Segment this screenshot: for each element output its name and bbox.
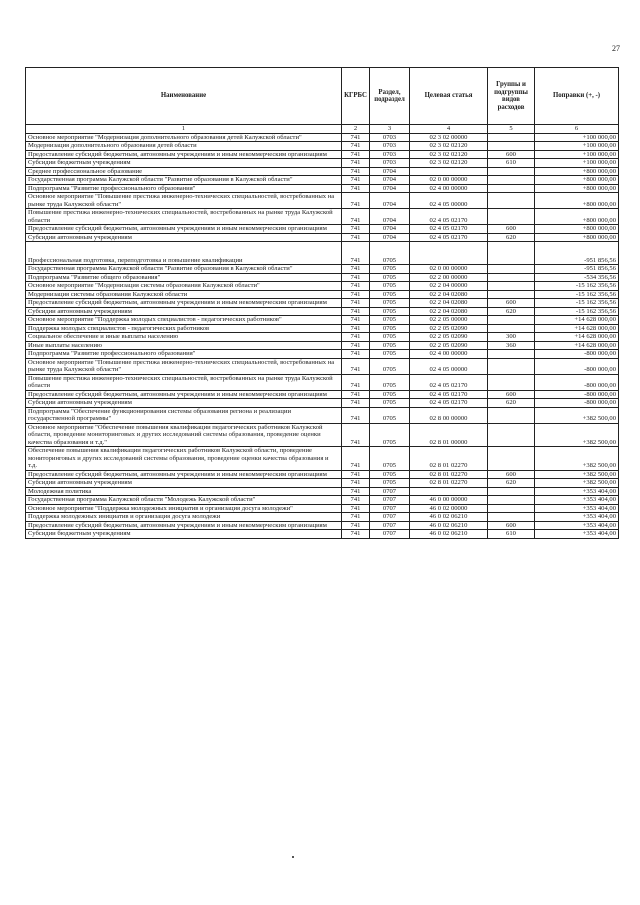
row-target-article: 02 4 05 02170 bbox=[410, 399, 488, 408]
row-target-article: 02 8 01 02270 bbox=[410, 447, 488, 471]
row-kgrbs: 741 bbox=[342, 290, 370, 299]
row-amount: +100 000,00 bbox=[535, 159, 619, 168]
row-name: Модернизация системы образования Калужской области bbox=[26, 290, 342, 299]
row-amount: +14 628 000,00 bbox=[535, 324, 619, 333]
row-name: Основное мероприятие "Поддержка молодежных инициатив и организация досуга молодежи" bbox=[26, 504, 342, 513]
table-row bbox=[26, 407, 619, 423]
table-row bbox=[26, 530, 619, 539]
column-number: 1 bbox=[26, 125, 342, 134]
column-number: 5 bbox=[488, 125, 535, 134]
row-expense-type bbox=[488, 324, 535, 333]
row-razdel: 0707 bbox=[370, 504, 410, 513]
header-kgrbs: КГРБС bbox=[342, 68, 370, 125]
row-amount: -15 162 356,56 bbox=[535, 299, 619, 308]
row-target-article: 46 0 00 00000 bbox=[410, 496, 488, 505]
row-expense-type: 620 bbox=[488, 307, 535, 316]
table-row bbox=[26, 150, 619, 159]
row-razdel: 0705 bbox=[370, 316, 410, 325]
row-amount: -800 000,00 bbox=[535, 358, 619, 374]
row-razdel: 0705 bbox=[370, 470, 410, 479]
row-razdel: 0703 bbox=[370, 150, 410, 159]
row-kgrbs: 741 bbox=[342, 407, 370, 423]
page-number: 27 bbox=[612, 44, 620, 53]
table-row bbox=[26, 273, 619, 282]
row-target-article: 02 0 00 00000 bbox=[410, 265, 488, 274]
row-kgrbs: 741 bbox=[342, 133, 370, 142]
row-kgrbs: 741 bbox=[342, 273, 370, 282]
row-name: Подпрограмма "Развитие профессионального образования" bbox=[26, 184, 342, 193]
row-name: Основное мероприятие "Модернизация дополнительного образования детей Калужской области" bbox=[26, 133, 342, 142]
row-name: Молодежная политика bbox=[26, 487, 342, 496]
row-amount: +800 000,00 bbox=[535, 184, 619, 193]
table-row bbox=[26, 233, 619, 242]
row-target-article: 02 2 05 02090 bbox=[410, 341, 488, 350]
header-target: Целевая статья bbox=[410, 68, 488, 125]
row-razdel: 0705 bbox=[370, 399, 410, 408]
row-kgrbs: 741 bbox=[342, 225, 370, 234]
table-row bbox=[26, 504, 619, 513]
row-kgrbs: 741 bbox=[342, 242, 370, 265]
row-amount: -951 856,56 bbox=[535, 242, 619, 265]
row-target-article: 02 2 00 00000 bbox=[410, 273, 488, 282]
table-row bbox=[26, 193, 619, 209]
row-target-article: 02 2 05 02090 bbox=[410, 333, 488, 342]
column-number: 6 bbox=[535, 125, 619, 134]
row-amount: +800 000,00 bbox=[535, 193, 619, 209]
row-razdel: 0705 bbox=[370, 390, 410, 399]
table-row bbox=[26, 167, 619, 176]
row-razdel: 0705 bbox=[370, 282, 410, 291]
row-expense-type: 600 bbox=[488, 225, 535, 234]
row-expense-type bbox=[488, 167, 535, 176]
row-razdel: 0707 bbox=[370, 487, 410, 496]
table-row bbox=[26, 447, 619, 471]
row-amount: +14 628 000,00 bbox=[535, 341, 619, 350]
row-kgrbs: 741 bbox=[342, 307, 370, 316]
row-target-article: 02 4 05 02170 bbox=[410, 390, 488, 399]
row-name: Модернизация дополнительного образования детей области bbox=[26, 142, 342, 151]
row-name: Повышение престижа инженерно-технических специальностей, востребованных на рынке труда Калужской области bbox=[26, 209, 342, 225]
row-name: Субсидии автономным учреждениям bbox=[26, 233, 342, 242]
row-expense-type: 610 bbox=[488, 530, 535, 539]
row-expense-type: 600 bbox=[488, 521, 535, 530]
row-amount: +382 500,00 bbox=[535, 479, 619, 488]
row-expense-type bbox=[488, 282, 535, 291]
row-expense-type bbox=[488, 407, 535, 423]
table-row bbox=[26, 479, 619, 488]
row-amount: +382 500,00 bbox=[535, 407, 619, 423]
row-amount: +100 000,00 bbox=[535, 150, 619, 159]
table-row bbox=[26, 496, 619, 505]
row-razdel: 0705 bbox=[370, 350, 410, 359]
row-expense-type bbox=[488, 316, 535, 325]
row-amount: +353 404,00 bbox=[535, 530, 619, 539]
row-expense-type bbox=[488, 496, 535, 505]
row-expense-type bbox=[488, 176, 535, 185]
table-row bbox=[26, 299, 619, 308]
row-name: Основное мероприятие "Повышение престижа инженерно-технических специальностей, востребованных на рынке труда Калужской области" bbox=[26, 358, 342, 374]
row-target-article: 02 4 05 02170 bbox=[410, 209, 488, 225]
row-target-article: 02 3 02 02120 bbox=[410, 142, 488, 151]
row-target-article: 46 0 02 00000 bbox=[410, 504, 488, 513]
row-amount: +353 404,00 bbox=[535, 504, 619, 513]
row-expense-type: 360 bbox=[488, 341, 535, 350]
row-name: Социальное обеспечение и иные выплаты населению bbox=[26, 333, 342, 342]
header-razdel: Раздел, подраздел bbox=[370, 68, 410, 125]
row-expense-type bbox=[488, 374, 535, 390]
row-target-article: 02 4 00 00000 bbox=[410, 184, 488, 193]
row-kgrbs: 741 bbox=[342, 176, 370, 185]
row-kgrbs: 741 bbox=[342, 142, 370, 151]
row-target-article: 02 3 02 02120 bbox=[410, 150, 488, 159]
row-kgrbs: 741 bbox=[342, 496, 370, 505]
row-razdel: 0707 bbox=[370, 521, 410, 530]
table-row bbox=[26, 374, 619, 390]
table-row bbox=[26, 324, 619, 333]
column-number: 3 bbox=[370, 125, 410, 134]
row-target-article: 02 8 00 00000 bbox=[410, 407, 488, 423]
row-amount: +14 628 000,00 bbox=[535, 333, 619, 342]
row-kgrbs: 741 bbox=[342, 530, 370, 539]
row-expense-type bbox=[488, 184, 535, 193]
row-name: Предоставление субсидий бюджетным, автономным учреждениям и иным некоммерческим организациям bbox=[26, 470, 342, 479]
row-target-article: 46 0 02 06210 bbox=[410, 521, 488, 530]
row-name: Основное мероприятие "Модернизация системы образования Калужской области" bbox=[26, 282, 342, 291]
row-razdel: 0707 bbox=[370, 496, 410, 505]
row-name: Подпрограмма "Обеспечение функционирования системы образования региона и реализации государственной программы" bbox=[26, 407, 342, 423]
table-row bbox=[26, 333, 619, 342]
row-expense-type bbox=[488, 358, 535, 374]
row-razdel: 0705 bbox=[370, 358, 410, 374]
row-razdel: 0704 bbox=[370, 193, 410, 209]
row-target-article: 02 4 05 02170 bbox=[410, 233, 488, 242]
row-amount: +353 404,00 bbox=[535, 487, 619, 496]
row-name: Подпрограмма "Развитие общего образования" bbox=[26, 273, 342, 282]
row-name: Государственная программа Калужской области "Развитие образования в Калужской области" bbox=[26, 265, 342, 274]
row-amount: +353 404,00 bbox=[535, 521, 619, 530]
row-expense-type: 620 bbox=[488, 399, 535, 408]
row-kgrbs: 741 bbox=[342, 399, 370, 408]
row-name: Повышение престижа инженерно-технических специальностей, востребованных на рынке труда Калужской области bbox=[26, 374, 342, 390]
row-name: Государственная программа Калужской области "Развитие образования в Калужской области" bbox=[26, 176, 342, 185]
scan-mark bbox=[292, 856, 294, 858]
row-target-article bbox=[410, 242, 488, 265]
row-amount: -800 000,00 bbox=[535, 390, 619, 399]
row-name: Субсидии автономным учреждениям bbox=[26, 307, 342, 316]
row-expense-type bbox=[488, 242, 535, 265]
row-expense-type bbox=[488, 350, 535, 359]
row-razdel: 0705 bbox=[370, 423, 410, 447]
row-target-article: 46 0 02 06210 bbox=[410, 513, 488, 522]
budget-amendments-table bbox=[25, 67, 619, 539]
table-row bbox=[26, 184, 619, 193]
row-amount: -534 356,56 bbox=[535, 273, 619, 282]
row-razdel: 0707 bbox=[370, 530, 410, 539]
table-row bbox=[26, 225, 619, 234]
row-amount: +382 500,00 bbox=[535, 447, 619, 471]
row-expense-type bbox=[488, 193, 535, 209]
row-kgrbs: 741 bbox=[342, 423, 370, 447]
table-row bbox=[26, 470, 619, 479]
row-name: Основное мероприятие "Поддержка молодых специалистов - педагогических работников" bbox=[26, 316, 342, 325]
table-row bbox=[26, 176, 619, 185]
row-razdel: 0704 bbox=[370, 176, 410, 185]
row-kgrbs: 741 bbox=[342, 159, 370, 168]
row-name: Среднее профессиональное образование bbox=[26, 167, 342, 176]
row-razdel: 0705 bbox=[370, 479, 410, 488]
row-kgrbs: 741 bbox=[342, 521, 370, 530]
row-target-article: 02 2 05 02090 bbox=[410, 324, 488, 333]
row-amount: +353 404,00 bbox=[535, 496, 619, 505]
row-razdel: 0705 bbox=[370, 333, 410, 342]
row-razdel: 0703 bbox=[370, 142, 410, 151]
row-kgrbs: 741 bbox=[342, 513, 370, 522]
row-razdel: 0704 bbox=[370, 225, 410, 234]
row-kgrbs: 741 bbox=[342, 316, 370, 325]
row-name: Поддержка молодежных инициатив и организация досуга молодежи bbox=[26, 513, 342, 522]
row-kgrbs: 741 bbox=[342, 324, 370, 333]
row-razdel: 0707 bbox=[370, 513, 410, 522]
row-kgrbs: 741 bbox=[342, 299, 370, 308]
row-target-article: 02 2 04 00000 bbox=[410, 282, 488, 291]
row-name: Основное мероприятие "Обеспечение повышения квалификации педагогических работников Калужской области, проведение мониторинговых и других исследований системы образования, проведение оценки качества образования и т.д." bbox=[26, 423, 342, 447]
row-razdel: 0705 bbox=[370, 299, 410, 308]
row-kgrbs: 741 bbox=[342, 233, 370, 242]
row-target-article: 02 3 02 02120 bbox=[410, 159, 488, 168]
row-razdel: 0704 bbox=[370, 233, 410, 242]
table-row bbox=[26, 341, 619, 350]
table-row bbox=[26, 142, 619, 151]
column-number: 4 bbox=[410, 125, 488, 134]
row-razdel: 0703 bbox=[370, 159, 410, 168]
row-amount: -800 000,00 bbox=[535, 350, 619, 359]
row-expense-type bbox=[488, 142, 535, 151]
row-kgrbs: 741 bbox=[342, 282, 370, 291]
row-target-article: 02 2 04 02080 bbox=[410, 307, 488, 316]
row-kgrbs: 741 bbox=[342, 470, 370, 479]
row-expense-type: 600 bbox=[488, 299, 535, 308]
table-row bbox=[26, 290, 619, 299]
row-target-article: 02 3 02 00000 bbox=[410, 133, 488, 142]
row-amount: -15 162 356,56 bbox=[535, 290, 619, 299]
row-amount: -951 856,56 bbox=[535, 265, 619, 274]
row-kgrbs: 741 bbox=[342, 479, 370, 488]
row-target-article bbox=[410, 487, 488, 496]
header-amount: Поправки (+, -) bbox=[535, 68, 619, 125]
row-name: Субсидии бюджетным учреждениям bbox=[26, 159, 342, 168]
row-amount: +800 000,00 bbox=[535, 233, 619, 242]
row-name: Подпрограмма "Развитие профессионального образования" bbox=[26, 350, 342, 359]
table-row bbox=[26, 513, 619, 522]
row-name: Обеспечение повышения квалификации педагогических работников Калужской области, проведение мониторинговых и других исследований системы образования, проведение оценки качества образования и т.д. bbox=[26, 447, 342, 471]
row-kgrbs: 741 bbox=[342, 390, 370, 399]
row-amount: -15 162 356,56 bbox=[535, 282, 619, 291]
table-row bbox=[26, 282, 619, 291]
row-kgrbs: 741 bbox=[342, 193, 370, 209]
row-kgrbs: 741 bbox=[342, 487, 370, 496]
row-kgrbs: 741 bbox=[342, 358, 370, 374]
table-row bbox=[26, 350, 619, 359]
row-razdel: 0705 bbox=[370, 407, 410, 423]
table-row bbox=[26, 423, 619, 447]
row-expense-type: 600 bbox=[488, 150, 535, 159]
row-kgrbs: 741 bbox=[342, 350, 370, 359]
row-amount: +382 500,00 bbox=[535, 470, 619, 479]
row-target-article: 02 4 05 00000 bbox=[410, 358, 488, 374]
table-row bbox=[26, 316, 619, 325]
row-kgrbs: 741 bbox=[342, 341, 370, 350]
column-number-row bbox=[26, 125, 619, 134]
row-target-article: 02 2 04 02080 bbox=[410, 290, 488, 299]
table-row bbox=[26, 358, 619, 374]
row-expense-type bbox=[488, 504, 535, 513]
row-amount: +100 000,00 bbox=[535, 142, 619, 151]
row-amount: +800 000,00 bbox=[535, 167, 619, 176]
row-amount: -800 000,00 bbox=[535, 399, 619, 408]
row-expense-type: 620 bbox=[488, 233, 535, 242]
row-name: Субсидии автономным учреждениям bbox=[26, 479, 342, 488]
row-target-article: 02 2 04 02080 bbox=[410, 299, 488, 308]
row-razdel: 0705 bbox=[370, 242, 410, 265]
row-razdel: 0703 bbox=[370, 133, 410, 142]
row-target-article: 02 2 05 00000 bbox=[410, 316, 488, 325]
row-razdel: 0704 bbox=[370, 209, 410, 225]
row-name: Иные выплаты населению bbox=[26, 341, 342, 350]
table-body bbox=[26, 133, 619, 538]
row-expense-type: 600 bbox=[488, 390, 535, 399]
table-header-row bbox=[26, 68, 619, 125]
row-kgrbs: 741 bbox=[342, 447, 370, 471]
row-target-article: 02 8 01 02270 bbox=[410, 479, 488, 488]
header-vr: Группы и подгруппы видов расходов bbox=[488, 68, 535, 125]
row-target-article: 02 8 01 00000 bbox=[410, 423, 488, 447]
row-expense-type bbox=[488, 209, 535, 225]
row-expense-type bbox=[488, 273, 535, 282]
row-kgrbs: 741 bbox=[342, 209, 370, 225]
row-name: Предоставление субсидий бюджетным, автономным учреждениям и иным некоммерческим организациям bbox=[26, 299, 342, 308]
row-target-article: 02 4 00 00000 bbox=[410, 350, 488, 359]
row-razdel: 0704 bbox=[370, 167, 410, 176]
row-razdel: 0705 bbox=[370, 290, 410, 299]
table-row bbox=[26, 487, 619, 496]
row-name: Профессиональная подготовка, переподготовка и повышение квалификации bbox=[26, 242, 342, 265]
row-expense-type: 600 bbox=[488, 470, 535, 479]
row-amount: +100 000,00 bbox=[535, 133, 619, 142]
row-expense-type: 300 bbox=[488, 333, 535, 342]
row-kgrbs: 741 bbox=[342, 333, 370, 342]
table-row bbox=[26, 307, 619, 316]
table-row bbox=[26, 242, 619, 265]
table-row bbox=[26, 265, 619, 274]
row-expense-type bbox=[488, 447, 535, 471]
row-kgrbs: 741 bbox=[342, 374, 370, 390]
table-row bbox=[26, 209, 619, 225]
row-amount: -800 000,00 bbox=[535, 374, 619, 390]
row-amount: +800 000,00 bbox=[535, 225, 619, 234]
row-expense-type bbox=[488, 265, 535, 274]
row-razdel: 0705 bbox=[370, 307, 410, 316]
row-amount: +800 000,00 bbox=[535, 209, 619, 225]
row-amount: +382 500,00 bbox=[535, 423, 619, 447]
row-expense-type bbox=[488, 487, 535, 496]
row-razdel: 0705 bbox=[370, 265, 410, 274]
table-row bbox=[26, 133, 619, 142]
row-expense-type bbox=[488, 290, 535, 299]
row-kgrbs: 741 bbox=[342, 150, 370, 159]
row-razdel: 0705 bbox=[370, 447, 410, 471]
row-name: Основное мероприятие "Повышение престижа инженерно-технических специальностей, востребованных на рынке труда Калужской области" bbox=[26, 193, 342, 209]
row-name: Предоставление субсидий бюджетным, автономным учреждениям и иным некоммерческим организациям bbox=[26, 225, 342, 234]
column-number: 2 bbox=[342, 125, 370, 134]
header-name: Наименование bbox=[26, 68, 342, 125]
row-amount: -15 162 356,56 bbox=[535, 307, 619, 316]
row-name: Предоставление субсидий бюджетным, автономным учреждениям и иным некоммерческим организациям bbox=[26, 150, 342, 159]
row-expense-type bbox=[488, 423, 535, 447]
row-amount: +800 000,00 bbox=[535, 176, 619, 185]
row-razdel: 0705 bbox=[370, 273, 410, 282]
table-row bbox=[26, 521, 619, 530]
row-target-article: 02 4 05 02170 bbox=[410, 225, 488, 234]
row-expense-type bbox=[488, 133, 535, 142]
table-row bbox=[26, 399, 619, 408]
row-name: Субсидии бюджетным учреждениям bbox=[26, 530, 342, 539]
row-expense-type bbox=[488, 513, 535, 522]
row-name: Поддержка молодых специалистов - педагогических работников bbox=[26, 324, 342, 333]
row-name: Субсидии автономным учреждениям bbox=[26, 399, 342, 408]
row-expense-type: 620 bbox=[488, 479, 535, 488]
row-amount: +353 404,00 bbox=[535, 513, 619, 522]
row-kgrbs: 741 bbox=[342, 167, 370, 176]
row-razdel: 0704 bbox=[370, 184, 410, 193]
row-name: Предоставление субсидий бюджетным, автономным учреждениям и иным некоммерческим организациям bbox=[26, 390, 342, 399]
table-row bbox=[26, 390, 619, 399]
row-kgrbs: 741 bbox=[342, 184, 370, 193]
row-target-article: 02 8 01 02270 bbox=[410, 470, 488, 479]
row-name: Государственная программа Калужской области "Молодежь Калужской области" bbox=[26, 496, 342, 505]
row-kgrbs: 741 bbox=[342, 504, 370, 513]
row-target-article: 02 4 05 00000 bbox=[410, 193, 488, 209]
row-target-article: 02 4 05 02170 bbox=[410, 374, 488, 390]
row-razdel: 0705 bbox=[370, 341, 410, 350]
row-razdel: 0705 bbox=[370, 324, 410, 333]
row-amount: +14 628 000,00 bbox=[535, 316, 619, 325]
row-target-article: 46 0 02 06210 bbox=[410, 530, 488, 539]
table-row bbox=[26, 159, 619, 168]
row-kgrbs: 741 bbox=[342, 265, 370, 274]
row-target-article: 02 0 00 00000 bbox=[410, 176, 488, 185]
row-name: Предоставление субсидий бюджетным, автономным учреждениям и иным некоммерческим организациям bbox=[26, 521, 342, 530]
row-razdel: 0705 bbox=[370, 374, 410, 390]
row-target-article bbox=[410, 167, 488, 176]
row-expense-type: 610 bbox=[488, 159, 535, 168]
